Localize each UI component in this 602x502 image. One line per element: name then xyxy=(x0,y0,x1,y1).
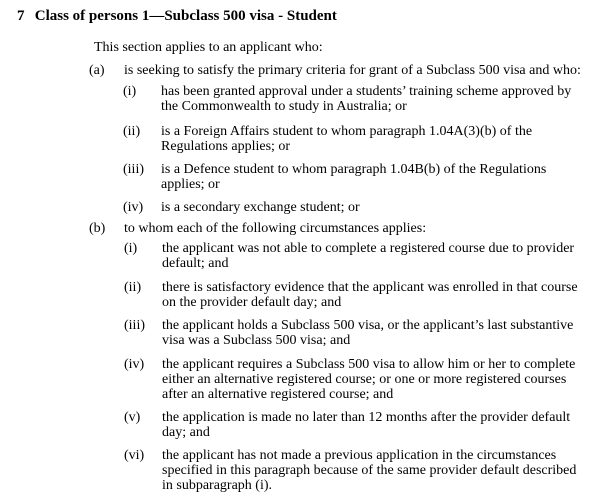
subparagraph-line: either an alternative registered course; or one or more registered courses xyxy=(162,372,567,387)
subparagraph-line: the applicant was not able to complete a registered course due to provider xyxy=(162,241,575,256)
subparagraph-label: (iv) xyxy=(124,357,145,372)
subparagraph-line: is a Foreign Affairs student to whom paragraph 1.04A(3)(b) of the xyxy=(161,124,533,139)
subparagraph-line: is a Defence student to whom paragraph 1.04B(b) of the Regulations xyxy=(161,162,547,177)
section-heading xyxy=(17,8,337,24)
subparagraph-line: there is satisfactory evidence that the applicant was enrolled in that course xyxy=(162,280,578,295)
subparagraph-label: (i) xyxy=(123,84,137,99)
paragraph-label: (a) xyxy=(89,63,105,78)
subparagraph-label: (iii) xyxy=(123,162,144,177)
paragraph-text: to whom each of the following circumstances applies: xyxy=(124,221,427,236)
subparagraph-line: visa was a Subclass 500 visa; and xyxy=(162,333,351,348)
subparagraph-label: (vi) xyxy=(124,448,145,463)
subparagraph-line: day; and xyxy=(162,425,210,440)
subparagraph-label: (iv) xyxy=(123,200,144,215)
subparagraph-label: (ii) xyxy=(123,124,141,139)
subparagraph-line: the applicant holds a Subclass 500 visa, or the applicant’s last substantive xyxy=(162,318,574,333)
subparagraph-label: (i) xyxy=(124,241,138,256)
subparagraph-line: applies; or xyxy=(161,177,220,192)
section-title: Class of persons 1—Subclass 500 visa - Student xyxy=(34,8,337,24)
subparagraph-line: after an alternative registered course; and xyxy=(162,387,394,402)
paragraph-label: (b) xyxy=(89,221,106,236)
section-number: 7 xyxy=(17,8,25,24)
paragraph-text: is seeking to satisfy the primary criteria for grant of a Subclass 500 visa and who: xyxy=(124,63,581,78)
subparagraph-line: Regulations applies; or xyxy=(161,139,291,154)
subparagraph-line: specified in this paragraph because of the same provider default described xyxy=(162,463,577,478)
subparagraph-label: (v) xyxy=(124,410,141,425)
subparagraph-label: (ii) xyxy=(124,280,142,295)
subparagraph-line: default; and xyxy=(162,256,229,271)
subparagraph-line: on the provider default day; and xyxy=(162,295,342,310)
intro-text: This section applies to an applicant who: xyxy=(94,40,323,55)
subparagraph-label: (iii) xyxy=(124,318,145,333)
subparagraph-line: has been granted approval under a students’ training scheme approved by xyxy=(161,84,572,99)
subparagraph-line: the applicant has not made a previous application in the circumstances xyxy=(162,448,557,463)
subparagraph-line: in subparagraph (i). xyxy=(162,478,273,493)
subparagraph-line: the Commonwealth to study in Australia; or xyxy=(161,99,407,114)
subparagraph-line: is a secondary exchange student; or xyxy=(161,200,360,215)
subparagraph-line: the application is made no later than 12 months after the provider default xyxy=(162,410,571,425)
subparagraph-line: the applicant requires a Subclass 500 visa to allow him or her to complete xyxy=(162,357,576,372)
